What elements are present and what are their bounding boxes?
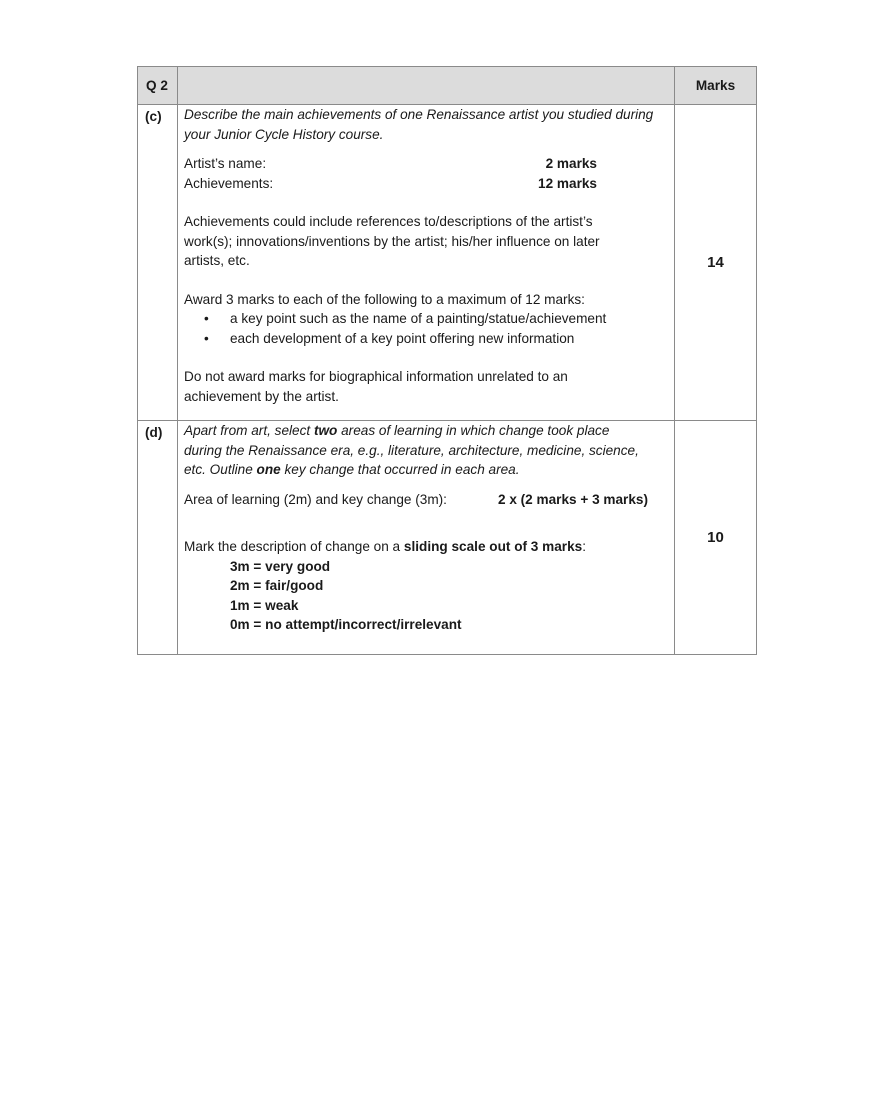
breakdown-artist-name	[184, 154, 597, 174]
scale-item: 2m = fair/good	[230, 578, 324, 593]
breakdown-label: Achievements:	[184, 175, 274, 191]
achievements-note-line: work(s); innovations/inventions by the artist; his/her influence on later	[184, 233, 600, 249]
marks-header: Marks	[675, 67, 757, 105]
list-item	[204, 309, 668, 329]
breakdown-achievements	[184, 174, 597, 194]
part-d-question-line	[184, 421, 668, 441]
bullet-text: each development of a key point offering new information	[230, 330, 575, 346]
marking-scheme-table	[137, 66, 757, 655]
part-d-content	[178, 421, 675, 655]
question-text: areas of learning in which change took place	[337, 423, 610, 438]
header-blank-cell	[178, 67, 675, 105]
breakdown-marks: 12 marks	[538, 175, 597, 191]
table-row-part-d	[138, 421, 757, 655]
question-number: Q 2	[138, 67, 178, 105]
bullet-icon: •	[204, 330, 209, 346]
breakdown-label: Artist’s name:	[184, 156, 267, 171]
question-text: etc. Outline	[184, 462, 257, 477]
area-breakdown	[184, 490, 648, 510]
area-label: Area of learning (2m) and key change (3m):	[184, 491, 447, 507]
question-emphasis: one	[256, 462, 281, 477]
scale-item: 3m = very good	[230, 558, 331, 574]
table-header-row	[138, 67, 757, 105]
part-label-c: (c)	[138, 105, 178, 421]
sliding-scale-list	[184, 557, 668, 635]
part-label-d: (d)	[138, 421, 178, 655]
scale-item: 0m = no attempt/incorrect/irrelevant	[230, 617, 462, 632]
award-bullet-list	[184, 309, 668, 348]
part-c-question-line: your Junior Cycle History course.	[184, 126, 384, 142]
bullet-icon: •	[204, 311, 209, 326]
question-text: key change that occurred in each area.	[280, 462, 520, 477]
part-d-question-line	[184, 460, 668, 480]
part-c-content	[178, 105, 675, 421]
caution-line: Do not award marks for biographical information unrelated to an	[184, 369, 568, 384]
scale-item: 1m = weak	[230, 597, 299, 613]
award-instruction: Award 3 marks to each of the following to a maximum of 12 marks:	[184, 291, 585, 307]
bullet-text: a key point such as the name of a painting/statue/achievement	[230, 311, 607, 326]
part-d-question-line: during the Renaissance era, e.g., literature, architecture, medicine, science,	[184, 442, 639, 458]
instruction-text: :	[582, 539, 586, 554]
sliding-scale-instruction	[184, 537, 668, 557]
breakdown-marks: 2 marks	[545, 156, 597, 171]
question-emphasis: two	[313, 423, 338, 438]
caution-line: achievement by the artist.	[184, 388, 339, 404]
list-item	[204, 329, 668, 349]
part-c-total-marks: 14	[675, 105, 757, 421]
instruction-emphasis: sliding scale out of 3 marks	[403, 539, 583, 554]
achievements-note-line: Achievements could include references to/descriptions of the artist’s	[184, 214, 593, 229]
table-row-part-c	[138, 105, 757, 421]
achievements-note-line: artists, etc.	[184, 253, 250, 268]
part-c-question-line: Describe the main achievements of one Renaissance artist you studied during	[184, 107, 654, 122]
instruction-text: Mark the description of change on a	[184, 539, 404, 554]
part-d-total-marks: 10	[675, 421, 757, 655]
area-marks: 2 x (2 marks + 3 marks)	[497, 491, 648, 507]
question-text: Apart from art, select	[184, 423, 314, 438]
